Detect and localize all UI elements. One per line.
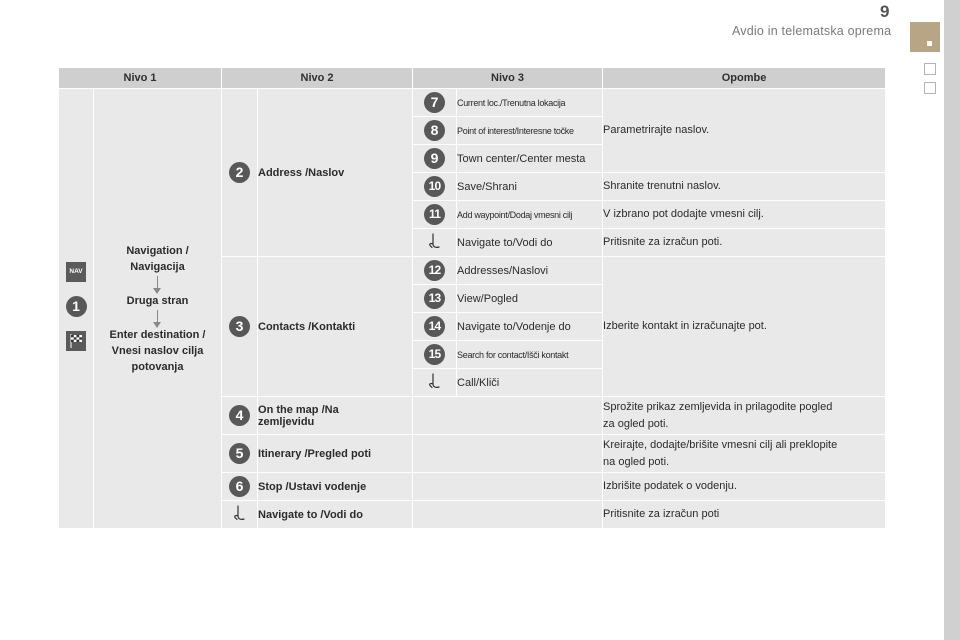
step-badge: 4	[229, 405, 250, 426]
column-header: Nivo 1	[59, 68, 222, 89]
level2-contacts: Contacts /Kontakti	[258, 257, 413, 397]
step-badge: 12	[424, 260, 445, 281]
step-badge: 13	[424, 288, 445, 309]
level2-label: On the map /Na	[258, 403, 339, 416]
step-badge: 6	[229, 476, 250, 497]
step-badge: 9	[424, 148, 445, 169]
level3-item: Current loc./Trenutna lokacija	[457, 89, 603, 117]
level3-badge-cell	[413, 313, 457, 341]
level3-item: Point of interest/Interesne točke	[457, 117, 603, 145]
empty-cell	[413, 473, 603, 501]
down-arrow-icon	[157, 310, 158, 326]
note-cell: Shranite trenutni naslov.	[603, 173, 886, 201]
level3-item: Add waypoint/Dodaj vmesni cilj	[457, 201, 603, 229]
level3-item: Save/Shrani	[457, 173, 603, 201]
level3-icon-cell	[413, 229, 457, 257]
level3-item: Navigate to/Vodenje do	[457, 313, 603, 341]
level2-item	[258, 397, 413, 435]
level2-item: Navigate to /Vodi do	[258, 501, 413, 529]
section-tab[interactable]	[910, 22, 940, 52]
note-text: Sprožite prikaz zemljevida in prilagodite pogled	[603, 400, 833, 413]
level3-item: Town center/Center mesta	[457, 145, 603, 173]
level3-badge-cell	[413, 285, 457, 313]
menu-step-label: Enter destination /	[109, 328, 206, 341]
level3-item: View/Pogled	[457, 285, 603, 313]
level2-icon-cell	[222, 501, 258, 529]
level3-badge-cell	[413, 201, 457, 229]
note-cell	[603, 397, 886, 435]
level2-item: Stop /Ustavi vodenje	[258, 473, 413, 501]
menu-navigation-label: Navigacija	[130, 260, 185, 273]
level2-badge-cell	[222, 473, 258, 501]
column-header: Nivo 3	[413, 68, 603, 89]
step-badge: 3	[229, 316, 250, 337]
empty-cell	[413, 397, 603, 435]
note-cell: Izberite kontakt in izračunajte pot.	[603, 257, 886, 397]
column-header: Opombe	[603, 68, 886, 89]
step-badge: 7	[424, 92, 445, 113]
level1-icons-cell	[59, 89, 94, 529]
step-badge: 5	[229, 443, 250, 464]
table-row	[59, 89, 886, 117]
level3-item: Search for contact/Išči kontakt	[457, 341, 603, 369]
step-badge: 15	[424, 344, 445, 365]
menu-step-label: Druga stran	[126, 294, 189, 307]
level3-badge-cell	[413, 341, 457, 369]
level2-badge-cell	[222, 435, 258, 473]
checkered-flag-icon	[66, 331, 86, 351]
level2-label: zemljevidu	[258, 415, 315, 428]
level3-icon-cell	[413, 369, 457, 397]
menu-step-label: potovanja	[131, 360, 184, 373]
level3-badge-cell	[413, 117, 457, 145]
finger-touch-icon	[230, 503, 250, 523]
tab-box-empty[interactable]	[924, 63, 936, 75]
step-badge: 2	[229, 162, 250, 183]
note-cell: Izbrišite podatek o vodenju.	[603, 473, 886, 501]
step-badge: 10	[424, 176, 445, 197]
level2-badge-cell	[222, 397, 258, 435]
right-edge-bar	[944, 0, 960, 640]
menu-navigation-label: Navigation /	[126, 244, 189, 257]
level2-address: Address /Naslov	[258, 89, 413, 257]
note-cell: V izbrano pot dodajte vmesni cilj.	[603, 201, 886, 229]
down-arrow-icon	[157, 276, 158, 292]
level1-menu-path	[94, 89, 222, 529]
finger-touch-icon	[425, 371, 445, 391]
table-header-row	[59, 68, 886, 89]
note-text: za ogled poti.	[603, 417, 669, 430]
finger-touch-icon	[425, 231, 445, 251]
level3-badge-cell	[413, 257, 457, 285]
note-cell: Pritisnite za izračun poti	[603, 501, 886, 529]
step-badge: 11	[424, 204, 445, 225]
step-badge: 1	[66, 296, 87, 317]
tab-box-empty[interactable]	[924, 82, 936, 94]
page-number: 9	[880, 2, 890, 21]
level3-badge-cell	[413, 173, 457, 201]
section-title: Avdio in telematska oprema	[732, 24, 892, 38]
empty-cell	[413, 501, 603, 529]
level3-item: Navigate to/Vodi do	[457, 229, 603, 257]
empty-cell	[413, 435, 603, 473]
contacts-badge-cell	[222, 257, 258, 397]
navigation-menu-table	[58, 67, 886, 529]
tab-marker-icon	[927, 41, 932, 46]
step-badge: 8	[424, 120, 445, 141]
address-badge-cell	[222, 89, 258, 257]
level3-item: Addresses/Naslovi	[457, 257, 603, 285]
note-cell: Parametrirajte naslov.	[603, 89, 886, 173]
level3-item: Call/Kliči	[457, 369, 603, 397]
menu-step-label: Vnesi naslov cilja	[111, 344, 204, 357]
level3-badge-cell	[413, 145, 457, 173]
note-text: na ogled poti.	[603, 455, 670, 468]
note-cell: Pritisnite za izračun poti.	[603, 229, 886, 257]
level2-item: Itinerary /Pregled poti	[258, 435, 413, 473]
nav-button-icon: NAV	[66, 262, 86, 282]
column-header: Nivo 2	[222, 68, 413, 89]
level3-badge-cell	[413, 89, 457, 117]
step-badge: 14	[424, 316, 445, 337]
note-text: Kreirajte, dodajte/brišite vmesni cilj ali preklopite	[603, 438, 838, 451]
note-cell	[603, 435, 886, 473]
